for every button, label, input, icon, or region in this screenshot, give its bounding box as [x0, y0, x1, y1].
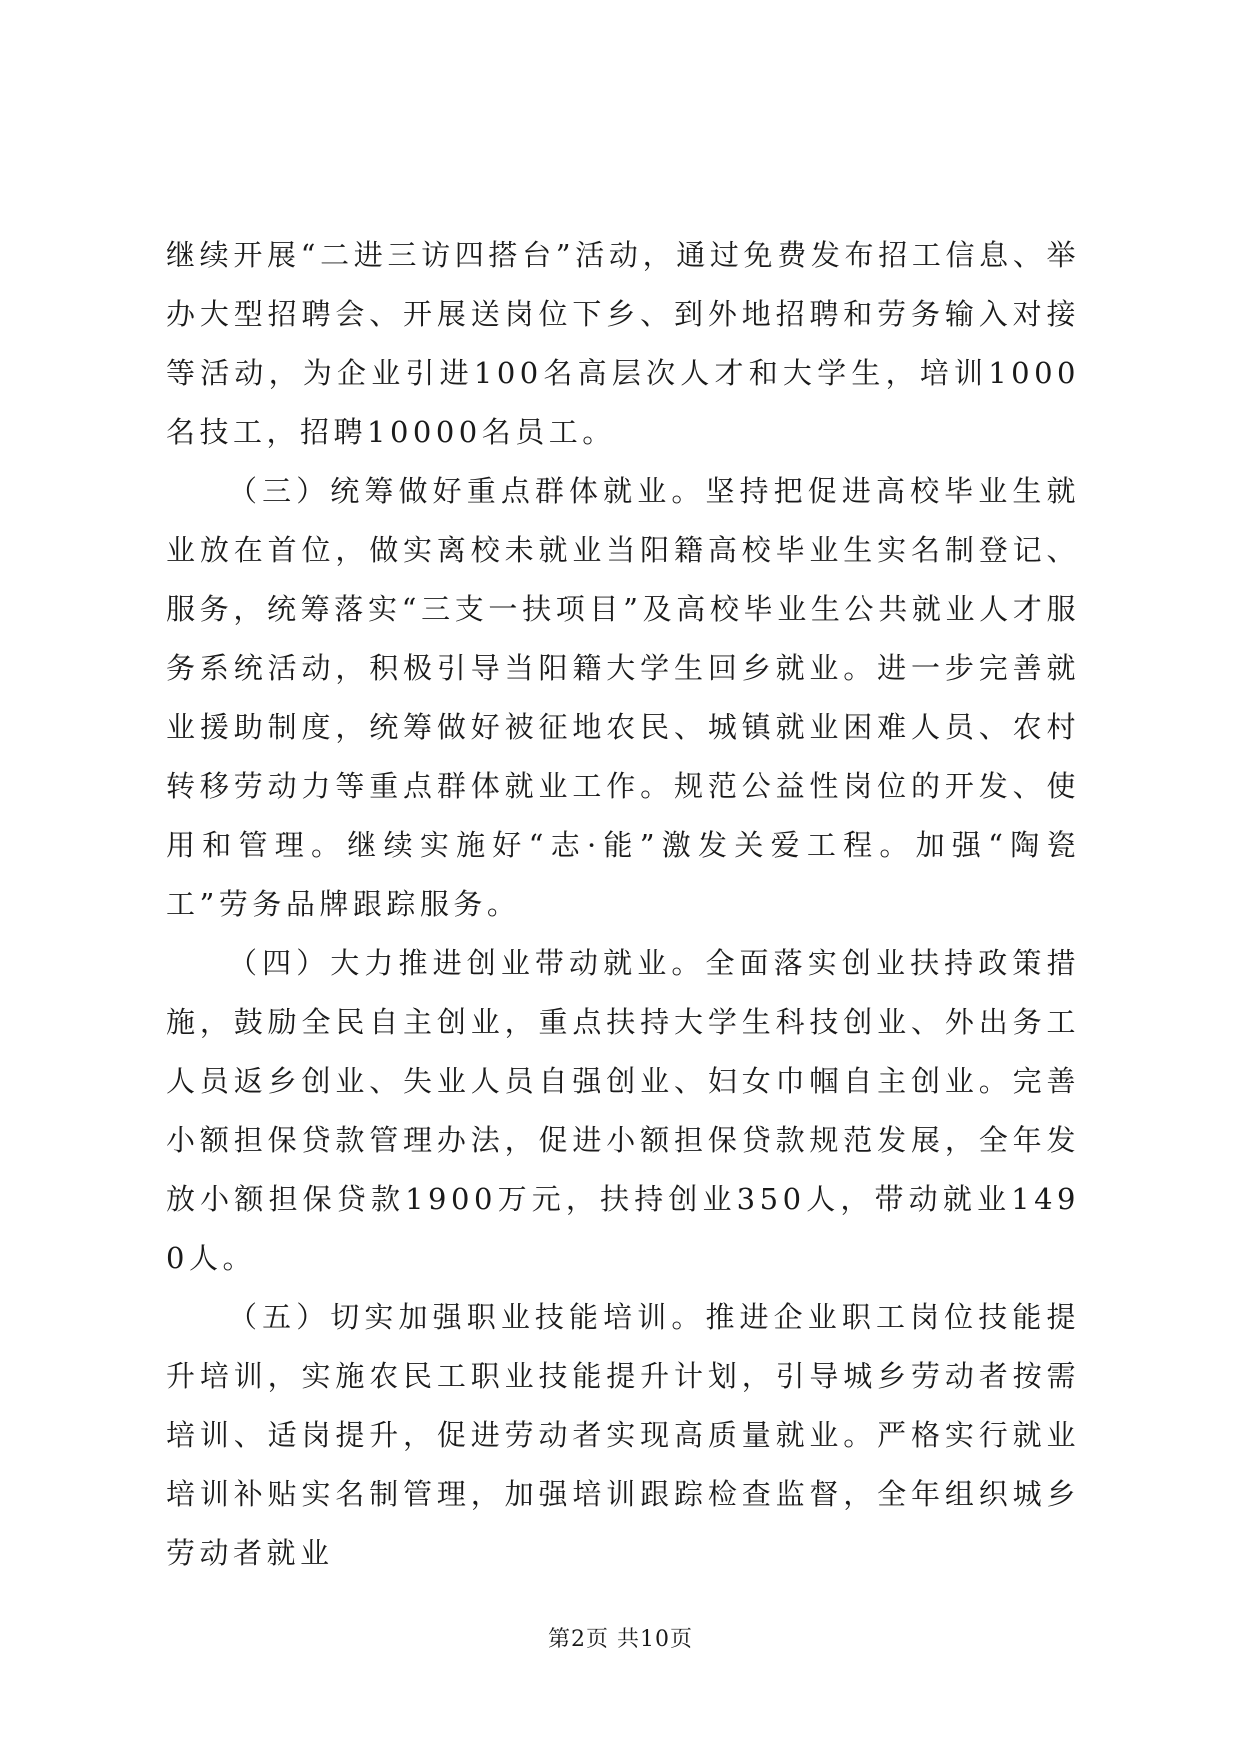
paragraph-continued: 继续开展“二进三访四搭台”活动，通过免费发布招工信息、举办大型招聘会、开展送岗位下乡、到外地招聘和劳务输入对接等活动，为企业引进100名高层次人才和大学生，培训1000名技工，招聘10000名员工。 — [166, 238, 1080, 449]
document-body — [166, 226, 1080, 1583]
paragraph-vocational-training: （五）切实加强职业技能培训。推进企业职工岗位技能提升培训，实施农民工职业技能提升计划，引导城乡劳动者按需培训、适岗提升，促进劳动者实现高质量就业。严格实行就业培训补贴实名制管理，加强培训跟踪检查监督，全年组织城乡劳动者就业 — [166, 1300, 1080, 1570]
paragraph-key-groups-employment: （三）统筹做好重点群体就业。坚持把促进高校毕业生就业放在首位，做实离校未就业当阳籍高校毕业生实名制登记、服务，统筹落实“三支一扶项目”及高校毕业生公共就业人才服务系统活动，积极引导当阳籍大学生回乡就业。进一步完善就业援助制度，统筹做好被征地农民、城镇就业困难人员、农村转移劳动力等重点群体就业工作。规范公益性岗位的开发、使用和管理。继续实施好“志·能”激发关爱工程。加强“陶瓷工”劳务品牌跟踪服务。 — [166, 474, 1080, 921]
page-footer: 第2页 共10页 — [548, 1627, 693, 1652]
paragraph-entrepreneurship: （四）大力推进创业带动就业。全面落实创业扶持政策措施，鼓励全民自主创业，重点扶持大学生科技创业、外出务工人员返乡创业、失业人员自强创业、妇女巾帼自主创业。完善小额担保贷款管理办法，促进小额担保贷款规范发展，全年发放小额担保贷款1900万元，扶持创业350人，带动就业1490人。 — [166, 946, 1080, 1275]
